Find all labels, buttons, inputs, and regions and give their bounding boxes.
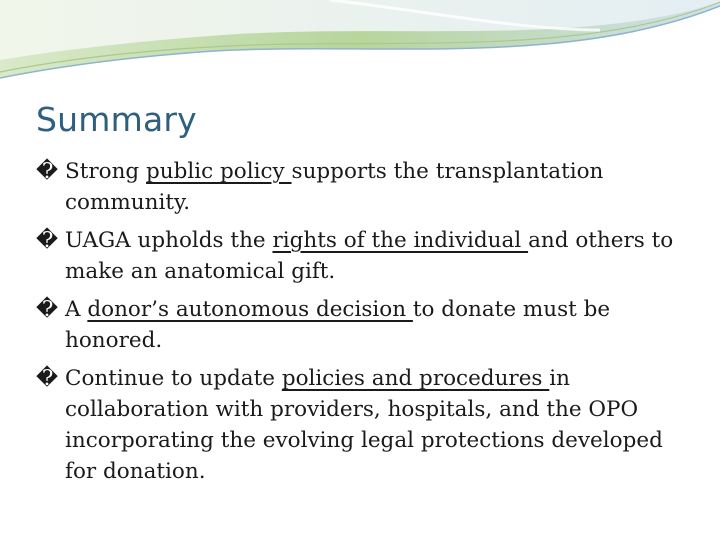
bullet-text: UAGA upholds the <box>65 228 273 253</box>
bullet-text: A <box>65 297 88 322</box>
bullet-text: Strong <box>65 159 147 184</box>
bullet-item <box>36 225 696 287</box>
underlined-phrase: public policy <box>146 159 292 184</box>
underlined-phrase: donor’s autonomous decision <box>87 297 413 322</box>
underlined-phrase: policies and procedures <box>281 366 550 391</box>
bullet-list <box>36 156 696 494</box>
underlined-phrase: rights of the individual <box>272 228 529 253</box>
bullet-marker: � <box>36 297 59 322</box>
slide-title: Summary <box>36 100 197 139</box>
bullet-marker: � <box>36 228 59 253</box>
bullet-text: supports the transplantation community. <box>65 159 604 215</box>
bullet-text: Continue to update <box>65 366 282 391</box>
bullet-text: to donate must be honored. <box>65 297 611 353</box>
bullet-item <box>36 294 696 356</box>
bullet-marker: � <box>36 366 59 391</box>
bullet-item <box>36 363 696 487</box>
bullet-item <box>36 156 696 218</box>
bullet-text: in collaboration with providers, hospitals, and the OPO incorporating the evolving legal protections developed for donation. <box>65 366 663 484</box>
bullet-marker: � <box>36 159 59 184</box>
decorative-wave-header <box>0 0 720 90</box>
bullet-text: and others to make an anatomical gift. <box>65 228 674 284</box>
